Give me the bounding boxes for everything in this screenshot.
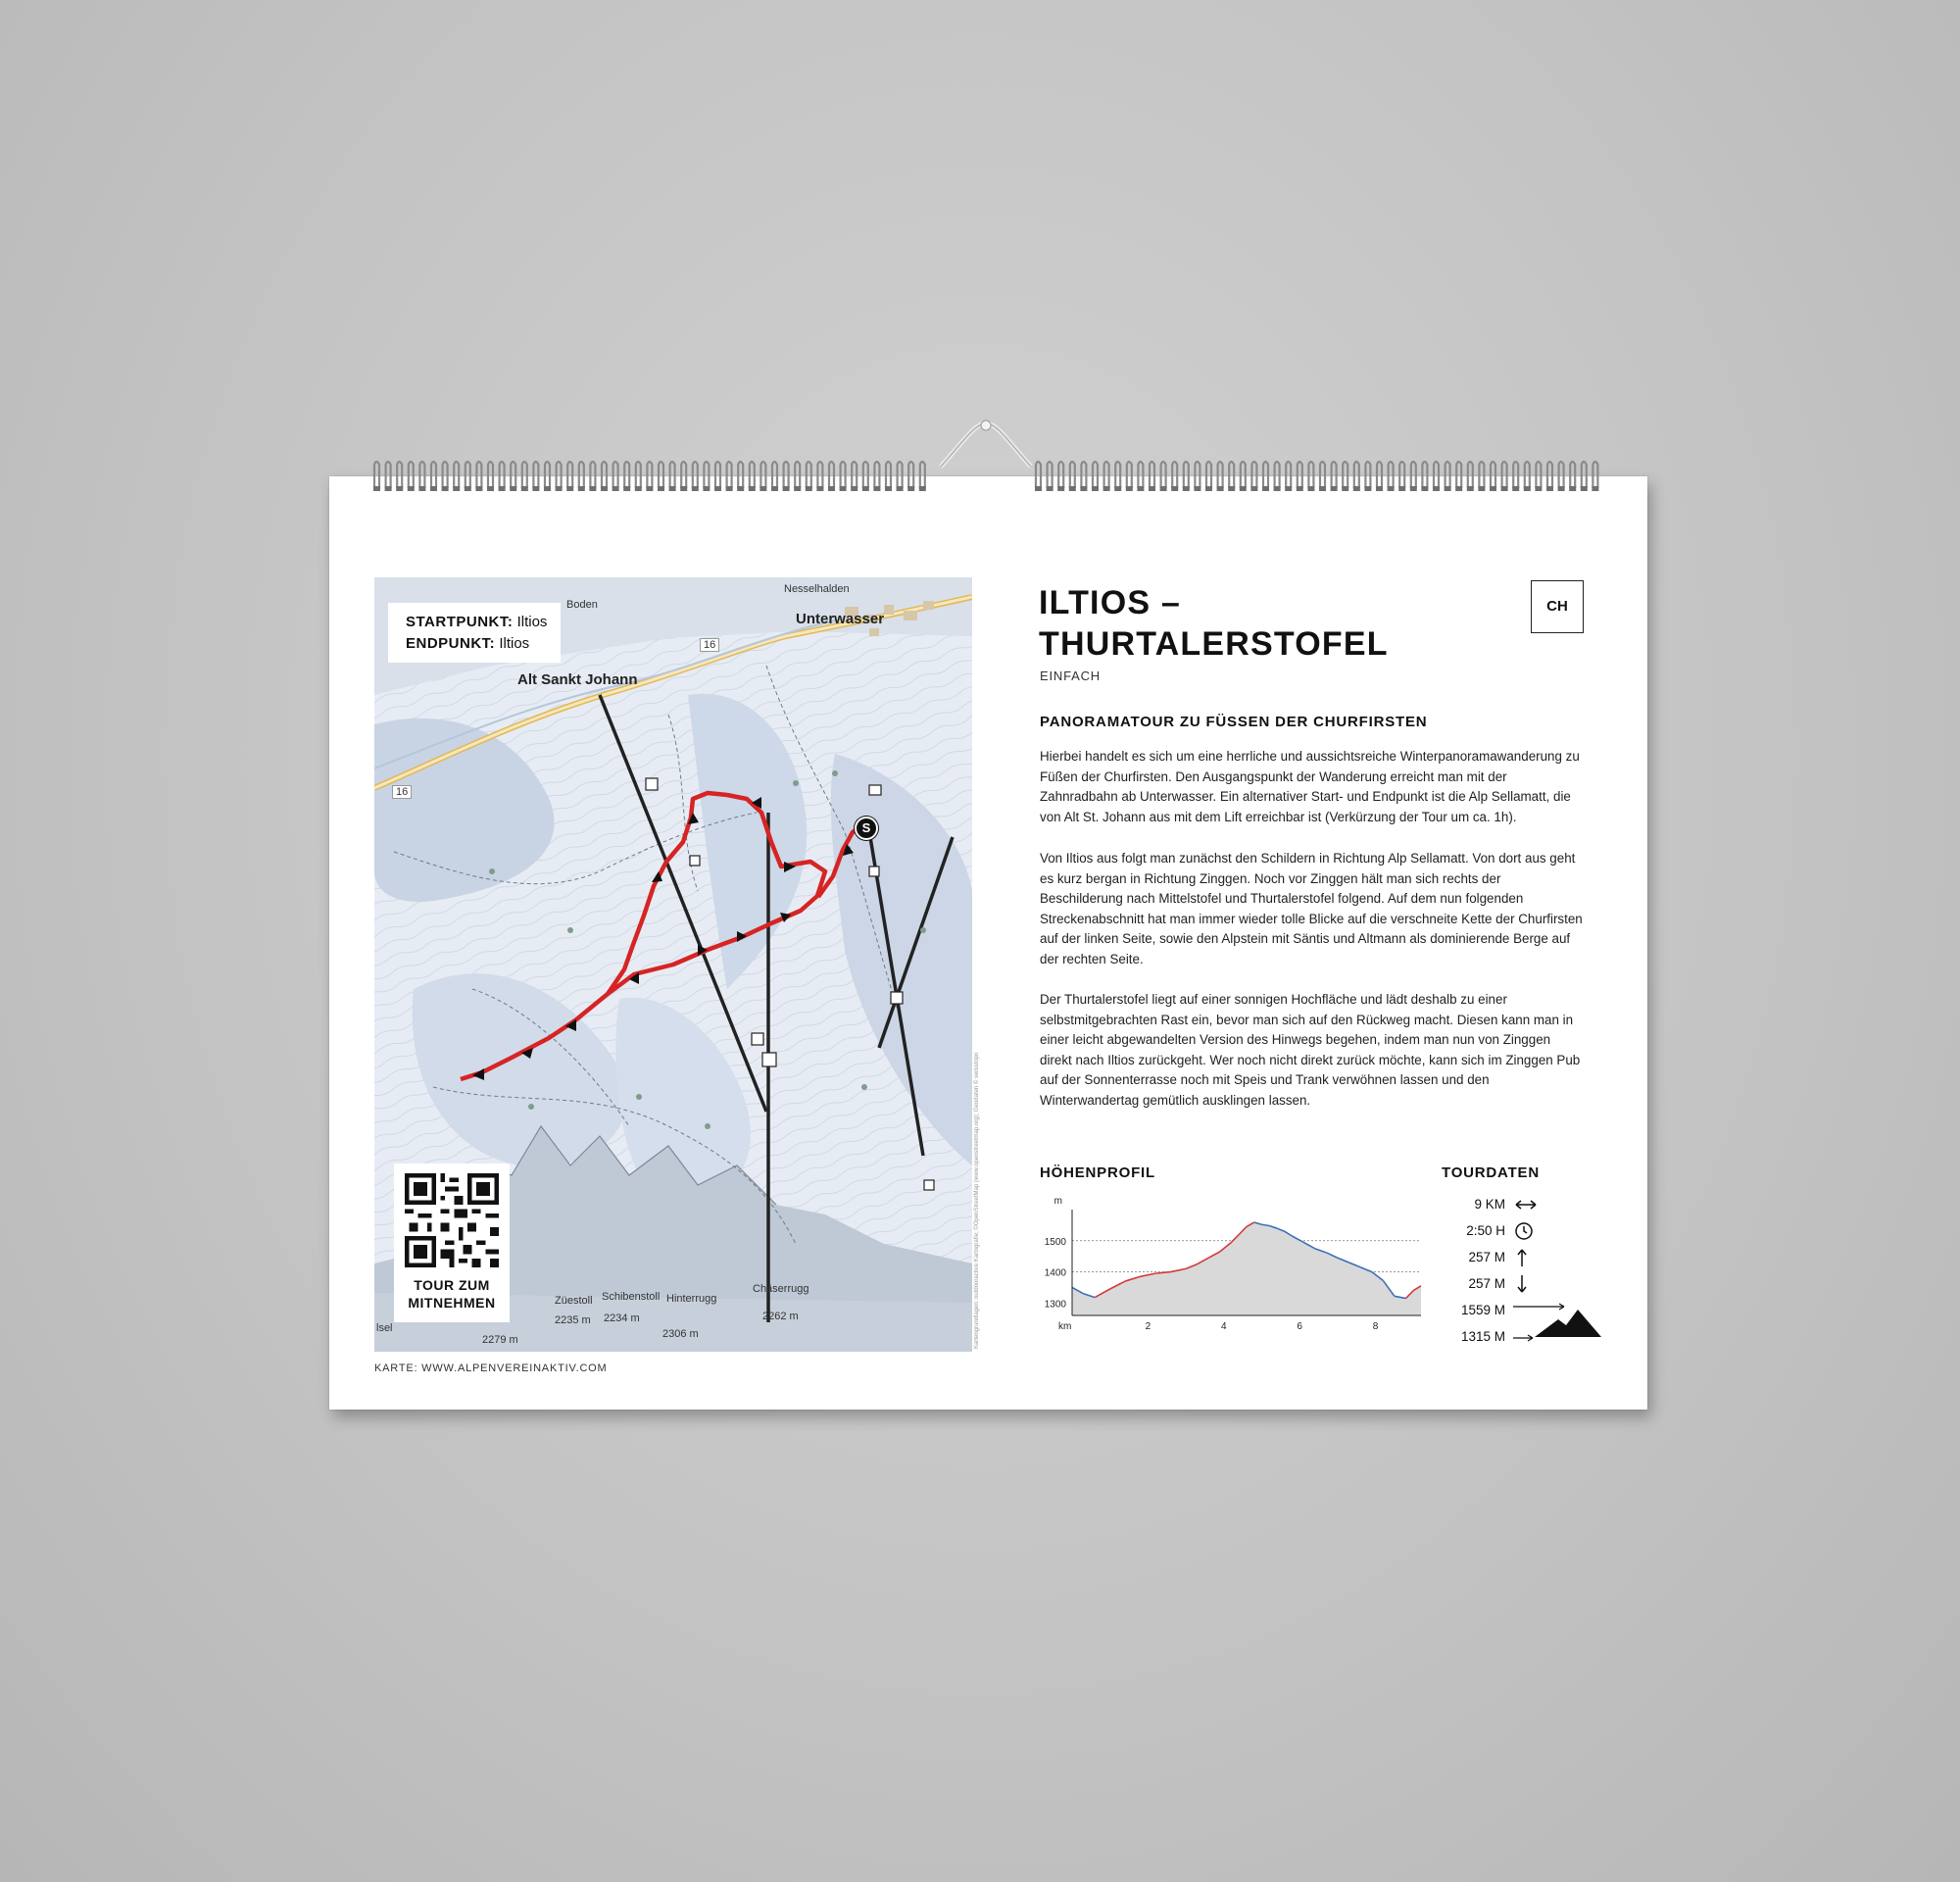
binding-ring [1546,462,1553,491]
binding-ring [1240,462,1247,491]
place-hinterrugg: Hinterrugg [666,1293,717,1305]
binding-ring [1274,462,1281,491]
binding-ring [442,462,449,491]
binding-ring [919,462,926,491]
article-paragraph: Der Thurtalerstofel liegt auf einer sonnigen Hochfläche und lädt deshalb zu einer selbstmitgebrachten Rast ein, bevor man sich auf den Rückweg macht. Diesen kann man in einer leicht abgewandelten Version des Hinwegs begehen, indem man nun von Zinggen direkt nach Iltios zurückgeht. Wer noch nicht direkt zurück möchte, kann sich im Zinggen Pub auf der Sonnenterrasse noch mit Speis und Trank verwöhnen lassen und den Winterwandertag gemütlich ausklingen lassen. [1040,992,1581,1108]
x-tick-label: 6 [1297,1321,1302,1332]
page-title [1039,582,1450,665]
binding-ring [532,462,539,491]
place-chaserrugg: Chäserrugg [753,1283,809,1295]
y-axis-label: m [1054,1196,1062,1207]
binding-ring [1581,462,1588,491]
map-source: KARTE: WWW.ALPENVEREINAKTIV.COM [374,1362,608,1374]
binding-ring [544,462,551,491]
binding-ring [703,462,710,491]
place-schibenstoll: Schibenstoll [602,1291,661,1303]
binding-ring [499,462,506,491]
binding-ring [840,462,847,491]
binding-ring [510,462,516,491]
binding-ring [794,462,801,491]
article-subtitle: PANORAMATOUR ZU FÜSSEN DER CHURFIRSTEN [1040,714,1428,730]
place-selun-altitude: 2279 m [482,1334,518,1346]
binding-ring [692,462,699,491]
binding-ring [1160,462,1167,491]
place-zuestoll-altitude: 2235 m [555,1314,591,1326]
binding-ring [783,462,790,491]
country-badge: CH [1531,580,1584,633]
calendar-page [329,476,1647,1410]
elevation-profile-heading: HÖHENPROFIL [1040,1164,1155,1181]
descent-value: 257 M [1468,1276,1505,1291]
binding-ring [806,462,812,491]
binding-ring [373,462,380,491]
place-boden: Boden [566,599,598,611]
binding-ring [1047,462,1054,491]
qr-caption-line2: MITNEHMEN [408,1295,496,1311]
binding-ring [771,462,778,491]
binding-ring [635,462,642,491]
spiral-binding [329,451,1647,510]
binding-ring [475,462,482,491]
binding-ring [1398,462,1405,491]
binding-ring [578,462,585,491]
map-credit: Kartengrundlagen: outdooractive Kartografie; ©OpenStreetMap (www.openstreetmap.org); Geodaten © swisstopo [974,1052,980,1349]
binding-ring [726,462,733,491]
road-number-16b: 16 [392,785,412,799]
y-tick-label: 1500 [1044,1236,1066,1248]
binding-ring [714,462,721,491]
tour-data-row [1437,1300,1603,1323]
binding-ring [487,462,494,491]
binding-ring [1388,462,1395,491]
x-tick-label: 4 [1221,1321,1227,1332]
start-label: STARTPUNKT: [406,614,514,630]
binding-ring [1421,462,1428,491]
binding-ring [1331,462,1338,491]
place-zuestoll: Züestoll [555,1295,593,1307]
y-tick-label: 1300 [1044,1299,1066,1311]
binding-ring [851,462,858,491]
end-value: Iltios [499,635,530,652]
binding-ring [1524,462,1531,491]
x-axis-label: km [1058,1321,1072,1332]
binding-ring [601,462,608,491]
binding-ring [1205,462,1212,491]
descent-arrow-icon [1513,1273,1539,1298]
elevation-profile-chart [1037,1190,1429,1335]
binding-ring [385,462,392,491]
x-tick-label: 8 [1372,1321,1379,1332]
tour-data-row [1437,1247,1603,1270]
ascent-arrow-icon [1513,1247,1539,1271]
binding-ring [1569,462,1576,491]
duration-value: 2:50 H [1466,1223,1505,1238]
binding-ring [589,462,596,491]
binding-ring [1183,462,1190,491]
clock-icon [1513,1220,1539,1245]
binding-ring [1376,462,1383,491]
title-line2: THURTALERSTOFEL [1039,625,1389,663]
tour-data-row [1437,1220,1603,1244]
binding-ring [521,462,528,491]
binding-ring [430,462,437,491]
lowest-point-icon [1513,1326,1539,1351]
binding-ring [862,462,869,491]
binding-ring [1490,462,1496,491]
binding-ring [1512,462,1519,491]
tour-data-row [1437,1273,1603,1297]
binding-ring [1297,462,1303,491]
binding-ring [1592,462,1598,491]
binding-ring [1137,462,1144,491]
binding-ring [556,462,563,491]
binding-ring [1149,462,1155,491]
binding-ring [623,462,630,491]
title-line1: ILTIOS – [1039,584,1181,621]
binding-ring [1455,462,1462,491]
qr-box [394,1164,510,1322]
place-selun-fragment: lsel [376,1322,393,1334]
distance-arrows-icon [1513,1194,1539,1218]
binding-ring [1092,462,1099,491]
binding-ring [465,462,471,491]
binding-ring [1558,462,1565,491]
binding-ring [1217,462,1224,491]
binding-ring [1307,462,1314,491]
start-end-box [388,603,561,663]
y-tick-label: 1400 [1044,1267,1066,1279]
binding-ring [566,462,573,491]
start-value: Iltios [516,614,548,630]
difficulty-label: EINFACH [1040,669,1101,683]
place-schibenstoll-altitude: 2234 m [604,1312,640,1324]
binding-ring [1035,462,1042,491]
binding-ring [1353,462,1360,491]
binding-ring [1228,462,1235,491]
binding-ring [749,462,756,491]
binding-ring [396,462,403,491]
binding-ring [1080,462,1087,491]
binding-ring [885,462,892,491]
binding-ring [1445,462,1451,491]
binding-ring [1364,462,1371,491]
tour-data-row [1437,1194,1603,1217]
binding-ring [453,462,460,491]
binding-ring [828,462,835,491]
binding-ring [1171,462,1178,491]
binding-ring [1103,462,1110,491]
lowest-point-value: 1315 M [1460,1329,1505,1344]
profile-area [1072,1222,1421,1315]
place-alt-sankt-johann: Alt Sankt Johann [517,671,638,688]
binding-ring [1069,462,1076,491]
binding-ring [658,462,664,491]
binding-ring [1250,462,1257,491]
article-paragraph: Hierbei handelt es sich um eine herrliche und aussichtsreiche Winterpanoramawanderung zu Füßen der Churfirsten. Den Ausgangspunkt der Wanderung erreicht man mit der Zahnradbahn ab Unterwasser. Ein alternativer Start- und Endpunkt ist die Alp Sellamatt, die von Alt St. Johann aus mit dem Lift erreichbar ist (Verkürzung der Tour um ca. 1h). [1040,749,1580,824]
binding-ring [1126,462,1133,491]
tour-data-row [1437,1326,1603,1350]
place-unterwasser: Unterwasser [796,611,885,627]
highest-point-value: 1559 M [1460,1303,1505,1317]
binding-ring [760,462,766,491]
binding-ring [1501,462,1508,491]
place-nesselhalden: Nesselhalden [784,583,850,595]
route-map [374,577,972,1352]
binding-ring [737,462,744,491]
road-number-16a: 16 [700,638,719,652]
binding-ring [646,462,653,491]
ascent-value: 257 M [1468,1250,1505,1264]
binding-ring [1433,462,1440,491]
binding-ring [1319,462,1326,491]
binding-ring [680,462,687,491]
binding-ring [907,462,914,491]
tour-data-heading: TOURDATEN [1442,1164,1540,1181]
binding-ring [1467,462,1474,491]
binding-ring [1535,462,1542,491]
binding-ring [1342,462,1348,491]
place-chaserrugg-altitude: 2262 m [762,1311,799,1322]
binding-ring [1410,462,1417,491]
distance-value: 9 KM [1474,1197,1505,1212]
binding-ring [1057,462,1064,491]
binding-ring [1194,462,1200,491]
place-hinterrugg-altitude: 2306 m [662,1328,699,1340]
binding-ring [1478,462,1485,491]
binding-ring [669,462,676,491]
qr-caption-line1: TOUR ZUM [414,1277,490,1293]
binding-ring [1285,462,1292,491]
article-paragraph: Von Iltios aus folgt man zunächst den Schildern in Richtung Alp Sellamatt. Von dort aus geht es kurz bergan in Richtung Zinggen. Noch vor Zinggen hält man sich rechts der Beschilderung nach Mittelstofel und Thurtalerstofel folgend. Auf dem nun folgenden Streckenabschnitt hat man immer wieder tolle Blicke auf die verschneite Kette der Churfirsten auf der linken Seite, sowie den Alpstein mit Säntis und Altmann als dominierende Berge auf der rechten Seite. [1040,851,1583,966]
qr-code[interactable] [405,1173,499,1267]
binding-ring [897,462,904,491]
start-marker: S [855,817,878,840]
binding-ring [816,462,823,491]
end-label: ENDPUNKT: [406,635,496,652]
binding-ring [612,462,619,491]
binding-ring [873,462,880,491]
binding-ring [418,462,425,491]
x-tick-label: 2 [1145,1321,1152,1332]
binding-ring [408,462,415,491]
binding-ring [1262,462,1269,491]
binding-ring [1114,462,1121,491]
